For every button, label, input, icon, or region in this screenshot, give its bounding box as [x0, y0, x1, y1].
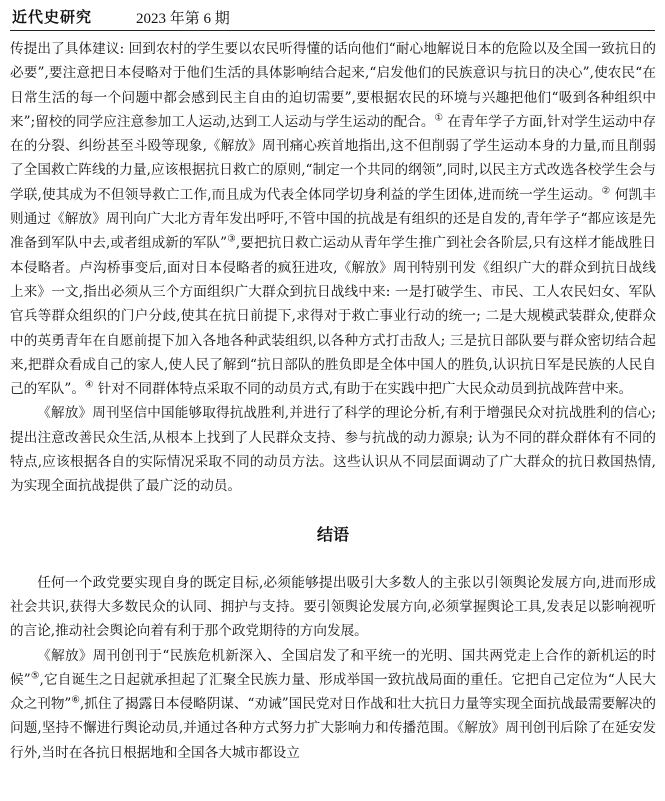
text-span: 任何一个政党要实现自身的既定目标,必须能够提出吸引大多数人的主张以引领舆论发展方向,进而形成社会共识,获得大多数民众的认同、拥护与支持。要引领舆论发展方向,必须掌握舆论工具,发表足以影响视听的言论,推动社会舆论向着有利于那个政党期待的方向发展。 — [10, 574, 656, 640]
conclusion-paragraph — [10, 571, 656, 644]
footnote-marker[interactable]: ⑤ — [30, 670, 40, 682]
text-span: ,抓住了揭露日本侵略阴谋、“劝诫”国民党对日作战和壮大抗日力量等实现全面抗战最需要解决的问题,坚持不懈进行舆论动员,并通过各种方式努力扩大影响力和传播范围。《解放》周刊创刊后除了在延安发行外,当时在各抗日根据地和全国各大城市都设立 — [10, 696, 656, 761]
footnote-marker[interactable]: ② — [601, 185, 611, 197]
body-paragraph — [10, 37, 656, 401]
text-span: 《解放》周刊坚信中国能够取得抗战胜利,并进行了科学的理论分析,有利于增强民众对抗战胜利的信心; 提出注意改善民众生活,从根本上找到了人民群众支持、参与抗战的动力源泉; 认为不同的群众群体有不同的特点,应该根据各自的实际情况采取不同的动员方法。这些认识从不同层面调动了广大群众的抗日救国热情,为实现全面抗战提供了最广泛的动员。 — [10, 405, 656, 495]
section-heading: 结语 — [316, 524, 349, 544]
article-body — [10, 37, 656, 765]
footnote-marker[interactable]: ③ — [227, 233, 236, 245]
text-span: 《解放》周刊创刊于“民族危机新深入、全国启发了和平统一的光明、国共两党走上合作的新机运的时候” — [10, 647, 656, 688]
text-span: 针对不同群体特点采取不同的动员方式,有助于在实践中把广大民众动员到抗战阵营中来。 — [93, 381, 633, 398]
running-header — [10, 0, 655, 31]
body-paragraph — [10, 401, 656, 498]
conclusion-paragraph — [10, 644, 656, 765]
footnote-marker[interactable]: ① — [434, 112, 444, 124]
footnote-marker[interactable]: ⑥ — [71, 694, 80, 706]
text-span: ,它自诞生之日起就承担起了汇聚全民族力量、形成举国一致抗战局面的重任。它把自己定位为“人民大众之刊物” — [10, 671, 656, 713]
text-span: 何凯丰则通过《解放》周刊向广大北方青年发出呼吁,不管中国的抗战是有组织的还是自发的,青年学子“都应该是先准备到军队中去,或者组成新的军队” — [10, 186, 656, 252]
footnote-marker[interactable]: ④ — [84, 379, 94, 391]
issue-label: 2023 年第 6 期 — [136, 11, 230, 27]
text-span: 在青年学子方面,针对学生运动中存在的分裂、纠纷甚至斗殴等现象,《解放》周刊痛心疾首地指出,这不但削弱了学生运动本身的力量,而且削弱了全国救亡阵线的力量,应该根据抗日救亡的原则,“制定一个共同的纲领”,同时,以民主方式改选各校学生会与学联,使其成为不但领导救亡工作,而且成为代表全体同学切身利益的学生团体,进而统一学生运动。 — [10, 113, 656, 203]
text-span: ,要把抗日救亡运动从青年学生推广到社会各阶层,只有这样才能战胜日本侵略者。卢沟桥事变后,面对日本侵略者的疯狂进攻,《解放》周刊特别刊发《组织广大的群众到抗日战线上来》一文,指出必须从三个方面组织广大群众到抗日战线中来: 一是打破学生、市民、工人农民妇女、军队官兵等群众组织的门户分歧,使其在抗日前提下,求得对于救亡事业行动的统一; 二是大规模武装群众,使群众中的英勇青年在自愿前提下加入各地各种武装组织,以各种方式打击敌人; 三是抗日部队要与群众密切结合起来,把群众看成自己的家人,使人民了解到“抗日部队的胜负即是全体中国人的胜负,认识抗日军是民族的人民自己的军队”。 — [10, 235, 656, 398]
text-span: 传提出了具体建议: 回到农村的学生要以农民听得懂的话向他们“耐心地解说日本的危险以及全国一致抗日的必要”,要注意把日本侵略对于他们生活的具体影响结合起来,“启发他们的民族意识与抗日的决心”,使农民“在日常生活的每一个问题中都会感到民主自由的迫切需要”,要根据农民的环境与兴趣把他们“吸到各种组织中来”;留校的同学应注意参加工人运动,达到工人运动与学生运动的配合。 — [10, 41, 656, 130]
journal-name: 近代史研究 — [12, 8, 93, 26]
